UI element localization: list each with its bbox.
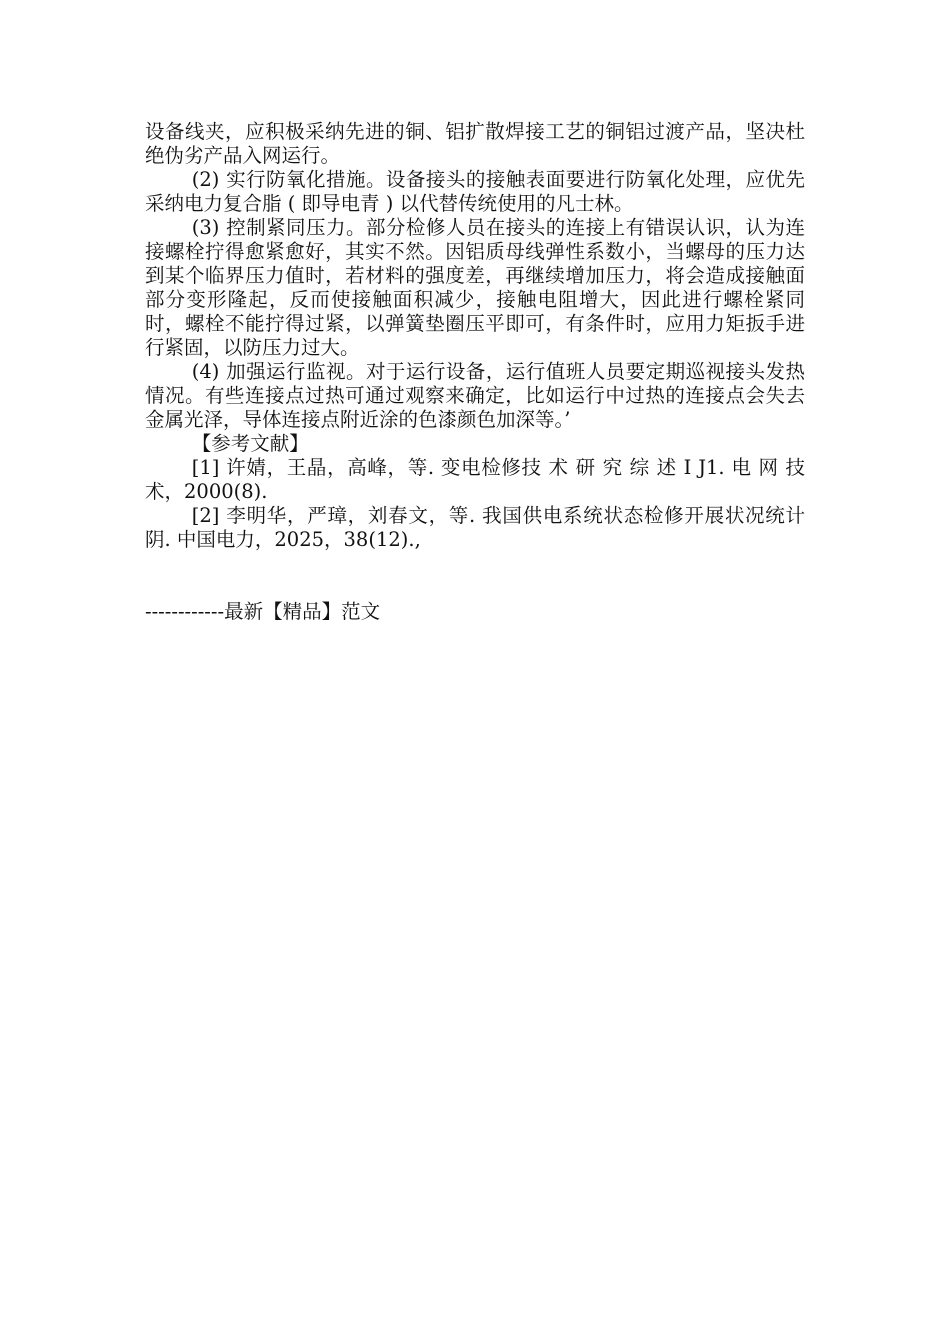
paragraph-continuation: 设备线夹，应积极采纳先进的铜、铝扩散焊接工艺的铜铝过渡产品，坚决杜绝伪劣产品入网运行。	[145, 120, 805, 167]
footer-text: ------------最新【精品】范文	[145, 600, 381, 623]
paragraph-tightening-pressure: (3) 控制紧同压力。部分检修人员在接头的连接上有错误认识，认为连接螺栓拧得愈紧愈好，其实不然。因铝质母线弹性系数小，当螺母的压力达到某个临界压力值时，若材料的强度差，再继续增加压力，将会造成接触面部分变形隆起，反而使接触面积减少，接触电阻增大，因此进行螺栓紧同时，螺栓不能拧得过紧，以弹簧垫圈压平即可，有条件时，应用力矩扳手进行紧固，以防压力过大。	[145, 216, 805, 359]
references-title: 【参考文献】	[191, 432, 309, 455]
spacer	[145, 552, 805, 600]
document-body	[145, 120, 805, 624]
reference-item-1: [1] 许婧，王晶，高峰，等. 变电检修技 术 研 究 综 述 I J1. 电 网 技 术，2000(8).	[145, 456, 805, 503]
paragraph-monitoring: (4) 加强运行监视。对于运行设备，运行值班人员要定期巡视接头发热情况。有些连接点过热可通过观察来确定，比如运行中过热的连接点会失去金属光泽，导体连接点附近涂的色漆颜色加深等。’	[145, 360, 805, 431]
paragraph-anti-oxidation: (2) 实行防氧化措施。设备接头的接触表面要进行防氧化处理，应优先采纳电力复合脂 ( 即导电青 ) 以代替传统使用的凡士林。	[145, 168, 805, 215]
reference-item-2: [2] 李明华，严璋，刘春文，等. 我国供电系统状态检修开展状况统计阴. 中国电力，2025，38(12).,	[145, 504, 805, 551]
